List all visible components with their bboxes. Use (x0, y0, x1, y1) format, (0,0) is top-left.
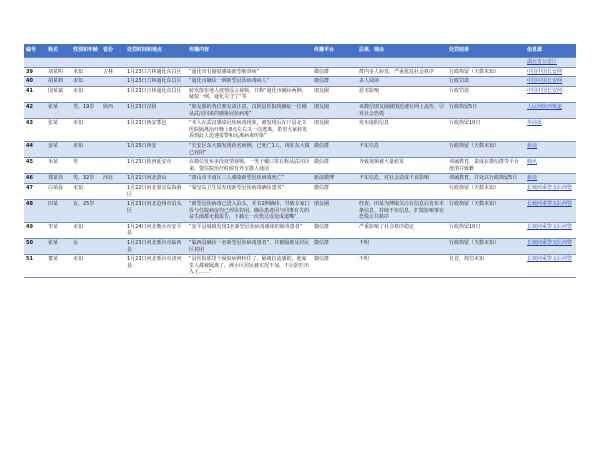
cell-platform: 朋友圈 (312, 86, 357, 102)
cell-gender-age: 未知 (71, 77, 101, 87)
cell-content: “安平县城镇发现1名新型冠状病毒感染的肺炎患者” (187, 222, 312, 238)
cell-result: 行政拘留10日 (447, 222, 525, 238)
cell-source (525, 200, 576, 223)
cell-time-place: 1月23日汉阴 (125, 102, 187, 118)
cell-province (101, 58, 125, 68)
table-header-row (24, 44, 576, 58)
cell-platform: 微信群 (312, 222, 357, 238)
cell-province (101, 119, 125, 142)
cell-consequence: 经查，田某为博取关注在信息后发布本条信息，持续不实信息，扩散影响事实恐慌公共秩序 (357, 200, 447, 223)
cell-content: “通化市确诊一例新型冠状病毒病人” (187, 77, 312, 87)
cell-id: 39 (24, 67, 46, 77)
cell-time-place: 1月24日河北衡水市安平县 (125, 222, 187, 238)
source-link[interactable]: 长城网乘警支队网警 (527, 201, 573, 208)
cell-name: 国某斌 (46, 86, 71, 102)
cell-content: “唐山市丰南区三人感染新型冠状病毒死亡” (187, 174, 312, 184)
cell-platform: 朋友圈 (312, 119, 357, 142)
table-row (24, 102, 576, 118)
cell-content: “秦皇岛卫生局发现新型冠状病毒确诊患者” (187, 183, 312, 199)
cell-id: 42 (24, 102, 46, 118)
cell-id: 40 (24, 77, 46, 87)
source-link[interactable]: 湖北省公安厅 (527, 59, 558, 65)
cell-name: 董某 (46, 255, 71, 278)
cell-gender-age: 女，25岁 (71, 200, 101, 223)
cell-id: 47 (24, 183, 46, 199)
cell-content: “新型冠状病毒已进入泊头，并有2例确诊，导致专家门诊与住院病房均已停诊封闭，确诊患者因与同事有关的益生菌都无救报告，下载让一次悟过谣变成道嘴” (187, 200, 312, 223)
header-name: 姓名 (46, 44, 71, 58)
cell-result: 行政拘留5日 (447, 102, 525, 118)
cell-province (101, 200, 125, 223)
cell-consequence: 不实信息，对社会造成不良影响 (357, 174, 447, 184)
cell-name: 李某 (46, 222, 71, 238)
cell-result: 行政拘留（天数未知） (447, 239, 525, 255)
cell-platform: 微信群 (312, 255, 357, 278)
cell-consequence (357, 58, 447, 68)
source-link[interactable]: 长城网乘警支队网警 (527, 256, 573, 263)
cell-province: 陕西 (101, 102, 125, 118)
source-link[interactable]: 华商报 (527, 120, 543, 127)
cell-platform: 朋友圈 (312, 102, 357, 118)
cell-source (525, 77, 576, 87)
table-row (24, 86, 576, 102)
table-body (24, 58, 576, 278)
cell-platform: 微信群 (312, 67, 357, 77)
cell-content (187, 58, 312, 68)
cell-source (525, 119, 576, 142)
cell-consequence: 不明 (357, 255, 447, 278)
cell-result: 行政拘留（天数未知） (447, 200, 525, 223)
table-row (24, 158, 576, 174)
cell-consequence: 导致视频被大量转发 (357, 158, 447, 174)
cell-gender-age: 男，19岁 (71, 102, 101, 118)
header-content: 传播内容 (187, 44, 312, 58)
header-source: 信息源 (525, 44, 576, 58)
cell-time-place: 1月23日河北邢台市清河县 (125, 255, 187, 278)
cell-source (525, 158, 576, 174)
source-link[interactable]: 人民网陕西频道 (527, 103, 563, 110)
punishment-table (24, 44, 576, 278)
cell-id (24, 58, 46, 68)
cell-name (46, 58, 71, 68)
cell-result: 行政拘留（天数未知） (447, 183, 525, 199)
cell-source (525, 239, 576, 255)
header-province: 省份 (101, 44, 125, 58)
cell-name: 田某 (46, 200, 71, 223)
cell-source (525, 255, 576, 278)
cell-consequence: 群内多人转发，严重扰乱社会秩序 (357, 67, 447, 77)
cell-time-place: 1月23日河北沧州市泊头区 (125, 200, 187, 223)
cell-time-place: 1月23日吉林通化东昌区 (125, 86, 187, 102)
table-row (24, 119, 576, 142)
cell-source (525, 222, 576, 238)
header-result: 处罚结果 (447, 44, 525, 58)
cell-source (525, 174, 576, 184)
cell-province (101, 239, 125, 255)
table-row (24, 239, 576, 255)
cell-result: 训诫教育，责成在微信群等平台澄清并致歉 (447, 158, 525, 174)
header-platform: 传播平台 (312, 44, 357, 58)
cell-result: 训诫教育，并处以行政拘留5日 (447, 174, 525, 184)
table-row (24, 200, 576, 223)
cell-consequence: 多人阅读 (357, 77, 447, 87)
cell-source (525, 67, 576, 77)
cell-result (447, 58, 525, 68)
cell-id: 44 (24, 141, 46, 157)
cell-province (101, 255, 125, 278)
cell-platform (312, 58, 357, 68)
table-row (24, 67, 576, 77)
cell-province (101, 141, 125, 157)
cell-name: 姜某 (46, 141, 71, 157)
cell-gender-age: 未知 (71, 141, 101, 157)
cell-name: 白某晨 (46, 183, 71, 199)
cell-content: 转发散布他人疫情谣言视频，并称“通化市确诊两例，疑似一例，通化失守了”等 (187, 86, 312, 102)
cell-name: 张某 (46, 239, 71, 255)
cell-consequence: 严重影响了社会秩序稳定 (357, 222, 447, 238)
cell-province: 吉林 (101, 67, 125, 77)
cell-consequence: 不明 (357, 239, 447, 255)
header-time-place: 处罚时间和地点 (125, 44, 187, 58)
cell-name: 郑某伟 (46, 174, 71, 184)
cell-time-place: 1月25日西安 (125, 141, 187, 157)
cell-time-place: 1月21日河北唐山 (125, 174, 187, 184)
cell-province (101, 77, 125, 87)
cell-result: 自首，拘罚未知 (447, 255, 525, 278)
cell-name: 禾某 (46, 158, 71, 174)
cell-consequence: 该微信朋友圈截图迅速在网上流传，引发社会恐慌 (357, 102, 447, 118)
cell-gender-age: 男，32岁 (71, 174, 101, 184)
table-row (24, 255, 576, 278)
cell-result: 行政拘留（天数未知） (447, 67, 525, 77)
cell-platform: 微信群 (312, 183, 357, 199)
cell-content: “长安区东大镇发现药名病例，已死亡1人，现在东大镇已封闭” (187, 141, 312, 157)
table-row (24, 183, 576, 199)
cell-id: 43 (24, 119, 46, 142)
source-link[interactable]: 长城网乘警支队网警 (527, 223, 573, 230)
source-link[interactable]: 新浪 (527, 175, 538, 182)
cell-gender-age: 未知 (71, 86, 101, 102)
cell-province: 河北 (101, 174, 125, 184)
cell-result: 行政罚款 (447, 86, 525, 102)
table-row (24, 141, 576, 157)
cell-id: 48 (24, 200, 46, 223)
cell-content: “朋友圈的各位朋友请注意，汉阴县医院现确证一位刚从武汉回来的感染冠状病毒” (187, 102, 312, 118)
cell-id: 49 (24, 222, 46, 238)
cell-gender-age: 未知 (71, 67, 101, 77)
cell-platform: 朋友圈 (312, 200, 357, 223)
cell-result: 行政罚款 (447, 77, 525, 87)
cell-source (525, 58, 576, 68)
table-row (24, 58, 576, 68)
source-link[interactable]: 长城网乘警支队网警 (527, 240, 573, 247)
cell-time-place: 1月23日西安鄠邑 (125, 119, 187, 142)
cell-id: 46 (24, 174, 46, 184)
cell-name: 张某 (46, 119, 71, 142)
source-link[interactable]: 腾讯 (527, 159, 538, 166)
cell-source (525, 86, 576, 102)
header-consequence: 后果、理由 (357, 44, 447, 58)
cell-province (101, 158, 125, 174)
cell-name: 刘某明 (46, 67, 71, 77)
cell-name: 胡某莉 (46, 77, 71, 87)
cell-time-place: 1月22日河北秦皇岛海港区 (125, 183, 187, 199)
cell-content: “本人在武汉感染冠状病毒现象，被发现后在户县北关医院隔离治疗晚上8点左右又一次逃离，希望大家转发看到此人迅速报警和远离病毒传染” (187, 119, 312, 142)
cell-source (525, 102, 576, 118)
table-row (24, 174, 576, 184)
cell-time-place: 1月23日陕西延安市 (125, 158, 187, 174)
cell-content: 在微信发布多段疫情视频，一男子戴口罩在称从武汉回来，要住院治疗时候有外交摄人通话 (187, 158, 312, 174)
cell-platform: 新浪微博 (312, 174, 357, 184)
cell-content: “县医院那里个疑似病例传住了，隔离拉流感的，他家里人都被隔离了，满小区居民被实况不加，不让防拦出入了……” (187, 255, 312, 278)
cell-gender-age: 未知 (71, 255, 101, 278)
source-link[interactable]: 新浪 (527, 142, 538, 149)
cell-consequence: 不实信息 (357, 141, 447, 157)
cell-platform: 微信群 (312, 158, 357, 174)
cell-province (101, 222, 125, 238)
table-row (24, 222, 576, 238)
cell-content: “临西县确诊一名新型冠状病毒患者”，并被隔离及居民区封闭 (187, 239, 312, 255)
cell-id: 51 (24, 255, 46, 278)
cell-gender-age: 未知 (71, 183, 101, 199)
cell-gender-age: 未知 (71, 222, 101, 238)
cell-time-place: 1月23日吉林通化东昌区 (125, 77, 187, 87)
cell-id: 50 (24, 239, 46, 255)
cell-consequence: 发布虚假信息 (357, 119, 447, 142)
cell-content: “通化市有疑似感染新型肺炎病” (187, 67, 312, 77)
cell-gender-age: 女 (71, 239, 101, 255)
source-link[interactable]: 长城网乘警支队网警 (527, 184, 573, 191)
cell-consequence (357, 183, 447, 199)
cell-source (525, 183, 576, 199)
header-id: 编号 (24, 44, 46, 58)
cell-time-place (125, 58, 187, 68)
cell-platform: 微信群 (312, 77, 357, 87)
cell-source (525, 141, 576, 157)
cell-gender-age (71, 58, 101, 68)
source-link[interactable]: 中国中国长安网 (527, 68, 563, 75)
cell-result: 行政拘留（天数未知） (447, 141, 525, 157)
cell-platform: 微信群 (312, 239, 357, 255)
cell-gender-age: 男 (71, 158, 101, 174)
cell-consequence: 恶劣影响 (357, 86, 447, 102)
cell-platform: 微信群 (312, 141, 357, 157)
cell-time-place: 1月23日吉林通化东昌区 (125, 67, 187, 77)
cell-id: 45 (24, 158, 46, 174)
header-gender-age: 性别和年龄 (71, 44, 101, 58)
cell-result: 行政拘留10日 (447, 119, 525, 142)
cell-id: 41 (24, 86, 46, 102)
table-row (24, 77, 576, 87)
cell-name: 张某 (46, 102, 71, 118)
cell-province (101, 183, 125, 199)
cell-time-place: 1月23日河北邢台市临西县 (125, 239, 187, 255)
source-link[interactable]: 中国中国长安网 (527, 78, 563, 85)
cell-gender-age: 未知 (71, 119, 101, 142)
cell-province (101, 86, 125, 102)
source-link[interactable]: 中国中国长安网 (527, 87, 563, 94)
